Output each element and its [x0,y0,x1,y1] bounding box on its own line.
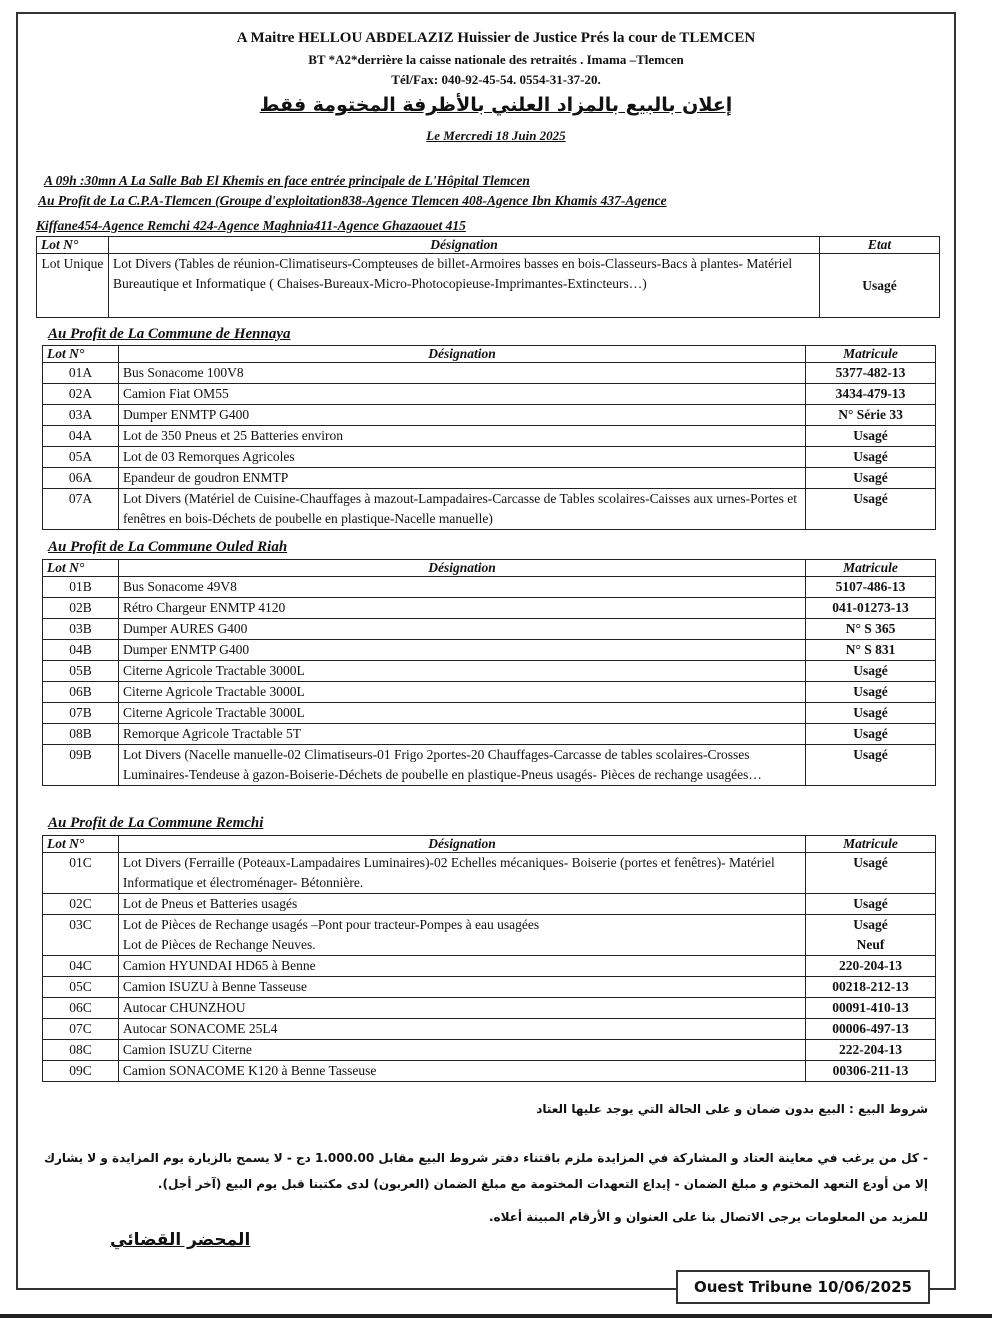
lot-designation-text: Dumper AURES G400 [122,621,248,636]
lot-designation-text: Autocar SONACOME 25L4 [122,1021,278,1036]
lot-number-text: 04A [68,428,93,443]
lot-designation-text: Lot Divers (Nacelle manuelle-02 Climatiseurs-01 Frigo 2portes-20 Chauffages-Carcasse de tables scolaires-Crosses Luminaires-Tendeuse à gazon-Boiserie-Déchets de poubelle en plastique-Pneus usagés- Pièces de rechange usagées… [122,747,762,782]
table-row [43,894,936,915]
lot-number-text: 04C [69,958,92,973]
lot-matricule-text: Usagé [853,491,888,506]
lot-matricule [806,468,936,489]
lot-matricule-text: 00091-410-13 [832,1000,909,1015]
lot-number [43,703,119,724]
lot-matricule-text: 041-01273-13 [832,600,909,615]
lot-number [43,853,119,894]
lot-number [43,915,119,956]
lot-matricule-text: N° S 831 [845,642,896,657]
lot-designation-text: Camion Fiat OM55 [122,386,229,401]
lot-number [43,956,119,977]
lot-designation-text: Citerne Agricole Tractable 3000L [122,684,305,699]
lot-matricule-text: Usagé [853,726,888,741]
lot-number-text: 09B [69,747,92,762]
lot-designation-text: Lot de 350 Pneus et 25 Batteries environ [122,428,344,443]
lot-designation [118,977,805,998]
col-header-designation: Désignation [118,836,805,853]
lot-matricule [806,1040,936,1061]
lot-number-text: 08B [69,726,92,741]
section-title-hennaya: Au Profit de La Commune de Hennaya [48,326,291,342]
intro-line-1: A 09h :30mn A La Salle Bab El Khemis en face entrée principale de L'Hôpital Tlemcen [44,173,530,188]
col-header-lot: Lot N° [43,560,119,577]
header-line-2: BT *A2*derrière la caisse nationale des retraités . Imama –Tlemcen [308,52,684,67]
sale-conditions-body: - كل من يرغب في معاينة العتاد و المشاركة في المزايدة ملزم باقتناء دفتر شروط البيع مقابل 1.000.00 دج - لا يسمح بالزيارة يوم المزايدة و لا يشارك إلا من أودع التعهد المختوم و مبلغ الضمان - إيداع التعهدات المختومة مع مبلغ الضمان (العربون) لدى مكتبنا قبل يوم البيع (آخر أجل). [44,1151,928,1191]
bottom-rule [0,1314,992,1318]
lot-designation [118,426,805,447]
signature-bailiff: المحضر القضائي [110,1230,251,1250]
section-title-ouled-riah: Au Profit de La Commune Ouled Riah [48,539,288,555]
lot-matricule [806,853,936,894]
lot-number-text: 01A [68,365,93,380]
table-row [43,724,936,745]
lot-matricule [806,745,936,786]
lot-designation [118,1019,805,1040]
lot-matricule-text: Usagé [853,428,888,443]
lot-matricule [806,724,936,745]
intro-line-2: Au Profit de La C.P.A-Tlemcen (Groupe d'exploitation838-Agence Tlemcen 408-Agence Ibn Khamis 437-Agence [38,193,667,208]
lot-designation: Lot Divers (Tables de réunion-Climatiseurs-Compteuses de billet-Armoires basses en bois-Classeurs-Bacs à plantes- Matériel Bureautique et Informatique ( Chaises-Bureaux-Micro-Photocopieuse-Imprimantes-Extincteurs…) [108,254,819,318]
lot-designation-text: Camion ISUZU Citerne [122,1042,252,1057]
lot-matricule-text: Usagé [853,855,888,870]
lot-matricule-text: Usagé [853,663,888,678]
col-header-matricule: Matricule [806,560,936,577]
contact-note: للمزيد من المعلومات يرجى الاتصال بنا على العنوان و الأرقام المبينة أعلاه. [488,1210,928,1224]
intro-line-3: Kiffane454-Agence Remchi 424-Agence Maghnia411-Agence Ghazaouet 415 [36,218,466,233]
lot-designation-text: Lot Divers (Matériel de Cuisine-Chauffages à mazout-Lampadaires-Carcasse de Tables scolaires-Caisses aux urnes-Portes et fenêtres en bois-Déchets de poubelle en plastique-Nacelle manuelle) [122,491,798,526]
lot-designation-text: Autocar CHUNZHOU [122,1000,246,1015]
lot-number [43,745,119,786]
lot-number-text: 01C [69,855,92,870]
lot-matricule-text: 00218-212-13 [832,979,909,994]
lot-matricule [806,384,936,405]
lot-number-text: 07B [69,705,92,720]
lot-designation [118,363,805,384]
lot-designation [118,468,805,489]
lot-number [43,640,119,661]
section-title-remchi: Au Profit de La Commune Remchi [48,815,264,831]
lot-matricule [806,998,936,1019]
col-header-matricule: Matricule [806,836,936,853]
lot-matricule-text: N° S 365 [845,621,896,636]
lot-designation-text: Camion SONACOME K120 à Benne Tasseuse [122,1063,377,1078]
table-row [43,977,936,998]
arabic-title: إعلان بالبيع بالمزاد العلني بالأظرفة المختومة فقط [259,94,733,116]
lot-number-text: 01B [69,579,92,594]
lot-matricule [806,915,936,956]
lot-designation-text: Bus Sonacome 100V8 [122,365,244,380]
header-line-3: Tél/Fax: 040-92-45-54. 0554-31-37-20. [391,72,601,87]
lot-designation [118,384,805,405]
table-row [43,703,936,724]
table-row [43,1061,936,1082]
lot-designation [118,956,805,977]
lot-matricule [806,703,936,724]
lot-matricule [806,577,936,598]
lot-designation [118,577,805,598]
lot-number [43,661,119,682]
lot-designation-text: Citerne Agricole Tractable 3000L [122,705,305,720]
lot-number: Lot Unique [37,254,109,318]
table-row [43,1040,936,1061]
lot-designation [118,661,805,682]
lot-designation-text: Rétro Chargeur ENMTP 4120 [122,600,286,615]
lot-designation-text-2: Lot de Pièces de Rechange Neuves. [122,937,316,952]
table-row [43,363,936,384]
lot-number [43,1019,119,1040]
col-header-lot: Lot N° [37,237,109,254]
lot-matricule-text: 5107-486-13 [835,579,906,594]
table-row [43,384,936,405]
table-row [43,577,936,598]
table-row [43,468,936,489]
lot-designation-text: Remorque Agricole Tractable 5T [122,726,302,741]
lot-number-text: 06B [69,684,92,699]
lot-matricule-text: N° Série 33 [838,407,903,422]
lot-number-text: 04B [69,642,92,657]
lot-etat: Usagé [820,254,940,318]
lot-designation-text: Lot de Pneus et Batteries usagés [122,896,298,911]
lot-matricule [806,598,936,619]
lot-designation-text: Camion ISUZU à Benne Tasseuse [122,979,307,994]
lot-designation [118,853,805,894]
lot-designation-text: Citerne Agricole Tractable 3000L [122,663,305,678]
table-row [43,853,936,894]
lot-number [43,405,119,426]
lot-designation [118,447,805,468]
source-box: Ouest Tribune 10/06/2025 [676,1270,930,1304]
lot-number-text: 03C [69,917,92,932]
table-row [43,745,936,786]
lot-matricule-text: Usagé [853,449,888,464]
lot-matricule-text: Usagé [853,747,888,762]
col-header-etat: Etat [820,237,940,254]
lot-matricule [806,426,936,447]
lot-number [43,363,119,384]
lot-matricule [806,977,936,998]
lot-matricule [806,1019,936,1040]
table-row [43,1019,936,1040]
lot-designation [118,915,805,956]
lot-number [43,1061,119,1082]
lot-number [43,894,119,915]
lot-number [43,619,119,640]
lot-number-text: 02C [69,896,92,911]
lot-number [43,977,119,998]
lot-matricule-text: 5377-482-13 [835,365,906,380]
lot-number [43,598,119,619]
lot-designation [118,598,805,619]
lot-designation [118,682,805,703]
lot-number-text: 03A [68,407,93,422]
lot-matricule [806,619,936,640]
lot-matricule-text: 222-204-13 [839,1042,903,1057]
lot-designation [118,489,805,530]
lot-number [43,447,119,468]
col-header-designation: Désignation [108,237,819,254]
lot-number-text: 07C [69,1021,92,1036]
lot-designation [118,1061,805,1082]
lot-matricule [806,894,936,915]
lot-number-text: 05A [68,449,93,464]
lot-matricule-text: Usagé [853,470,888,485]
lot-designation-text: Bus Sonacome 49V8 [122,579,237,594]
lot-designation-text: Lot de 03 Remorques Agricoles [122,449,295,464]
lot-matricule-text: 220-204-13 [839,958,903,973]
lot-designation [118,703,805,724]
table-row [43,426,936,447]
col-header-designation: Désignation [118,346,805,363]
lot-number [43,998,119,1019]
lot-designation-text: Lot de Pièces de Rechange usagés –Pont pour tracteur-Pompes à eau usagées [122,917,540,932]
lot-matricule [806,956,936,977]
lot-matricule-text: Usagé [853,684,888,699]
hennaya-lots-table [42,345,936,530]
lot-designation [118,998,805,1019]
lot-number-text: 05B [69,663,92,678]
lot-matricule-text-2: Neuf [856,937,885,952]
ouled-riah-lots-table [42,559,936,786]
lot-number [43,426,119,447]
lot-designation [118,745,805,786]
lot-number [43,577,119,598]
lot-number [43,384,119,405]
table-row [37,254,940,318]
lot-matricule-text: 3434-479-13 [835,386,906,401]
lot-designation-text: Lot Divers (Ferraille (Poteaux-Lampadaires Luminaires)-02 Echelles mécaniques- Boiserie (portes et fenêtres)- Matériel Informatique et électroménager- Bétonnière. [122,855,775,890]
sale-conditions-title: شروط البيع : البيع بدون ضمان و على الحالة التي يوجد عليها العتاد [536,1102,928,1116]
col-header-designation: Désignation [118,560,805,577]
lot-matricule [806,363,936,384]
lot-number-text: 07A [68,491,93,506]
lot-designation-text: Dumper ENMTP G400 [122,407,250,422]
col-header-lot: Lot N° [43,836,119,853]
cpa-lots-table [36,236,940,318]
col-header-lot: Lot N° [43,346,119,363]
col-header-matricule: Matricule [806,346,936,363]
sale-date: Le Mercredi 18 Juin 2025 [426,128,566,143]
lot-number-text: 06C [69,1000,92,1015]
table-row [43,682,936,703]
lot-matricule-text: 00306-211-13 [832,1063,909,1078]
lot-number-text: 02A [68,386,93,401]
lot-matricule [806,640,936,661]
header-line-1: A Maitre HELLOU ABDELAZIZ Huissier de Justice Prés la cour de TLEMCEN [236,30,756,46]
lot-number-text: 06A [68,470,93,485]
lot-designation [118,619,805,640]
lot-matricule [806,489,936,530]
lot-number [43,682,119,703]
table-row [43,619,936,640]
lot-number [43,724,119,745]
lot-designation [118,894,805,915]
lot-matricule [806,661,936,682]
lot-number-text: 02B [69,600,92,615]
table-row [43,405,936,426]
table-row [43,598,936,619]
lot-number [43,468,119,489]
lot-matricule [806,682,936,703]
lot-matricule-text: 00006-497-13 [832,1021,909,1036]
table-row [43,447,936,468]
lot-number [43,1040,119,1061]
lot-matricule [806,447,936,468]
lot-number-text: 09C [69,1063,92,1078]
remchi-lots-table [42,835,936,1082]
lot-number-text: 05C [69,979,92,994]
lot-designation [118,405,805,426]
lot-matricule-text: Usagé [853,705,888,720]
lot-designation [118,640,805,661]
lot-matricule [806,1061,936,1082]
table-row [43,915,936,956]
table-row [43,640,936,661]
lot-matricule-text: Usagé [853,896,888,911]
lot-matricule-text: Usagé [853,917,888,932]
lot-designation [118,1040,805,1061]
lot-designation [118,724,805,745]
table-row [43,661,936,682]
lot-designation-text: Dumper ENMTP G400 [122,642,250,657]
lot-matricule [806,405,936,426]
lot-number [43,489,119,530]
lot-number-text: 03B [69,621,92,636]
lot-designation-text: Epandeur de goudron ENMTP [122,470,289,485]
lot-number-text: 08C [69,1042,92,1057]
table-row [43,489,936,530]
lot-designation-text: Camion HYUNDAI HD65 à Benne [122,958,316,973]
table-row [43,998,936,1019]
table-row [43,956,936,977]
